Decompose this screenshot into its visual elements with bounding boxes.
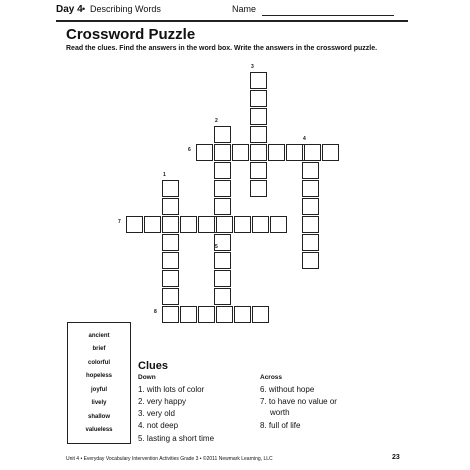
clue-number-8: 8 (154, 309, 157, 315)
crossword-cell[interactable] (250, 162, 267, 179)
crossword-cell[interactable] (162, 234, 179, 251)
crossword-cell[interactable] (302, 180, 319, 197)
instructions: Read the clues. Find the answers in the word box. Write the answers in the crossword puzzle. (66, 45, 378, 52)
across-clue-8: 8. full of life (260, 421, 301, 430)
word-box-item: colorful (88, 360, 110, 366)
word-box-item: ancient (88, 333, 110, 339)
crossword-cell[interactable] (214, 270, 231, 287)
page-title: Crossword Puzzle (66, 26, 196, 43)
word-box-item: hopeless (85, 373, 112, 379)
crossword-cell[interactable] (250, 108, 267, 125)
down-clue-2: 2. very happy (138, 397, 187, 406)
across-clue-6: 6. without hope (260, 385, 315, 394)
footer: Unit 4 • Everyday Vocabulary Intervention Activities Grade 3 • ©2011 Newmark Learning, LLC (66, 456, 273, 462)
crossword-cell[interactable] (214, 288, 231, 305)
crossword-cell[interactable] (302, 252, 319, 269)
crossword-cell[interactable] (214, 180, 231, 197)
crossword-cell[interactable] (214, 126, 231, 143)
crossword-cell[interactable] (162, 288, 179, 305)
crossword-cell[interactable] (286, 144, 303, 161)
crossword-cell[interactable] (198, 306, 215, 323)
crossword-cell[interactable] (270, 216, 287, 233)
crossword-cell[interactable] (144, 216, 161, 233)
crossword-cell[interactable] (234, 306, 251, 323)
clue-number-3: 3 (251, 64, 254, 70)
crossword-cell[interactable] (250, 72, 267, 89)
crossword-cell[interactable] (196, 144, 213, 161)
header-separator: • (82, 4, 86, 14)
crossword-cell[interactable] (302, 216, 319, 233)
header-day: Day 4 (56, 4, 83, 15)
name-label: Name (232, 4, 257, 14)
clue-number-5: 5 (215, 244, 218, 250)
crossword-cell[interactable] (214, 252, 231, 269)
page-number: 23 (392, 454, 400, 461)
crossword-cell[interactable] (214, 144, 231, 161)
crossword-cell[interactable] (126, 216, 143, 233)
crossword-cell[interactable] (162, 198, 179, 215)
crossword-cell[interactable] (250, 126, 267, 143)
across-clue-7-continued: worth (270, 408, 290, 417)
across-clue-7: 7. to have no value or (260, 397, 337, 406)
crossword-cell[interactable] (302, 198, 319, 215)
crossword-cell[interactable] (180, 306, 197, 323)
word-box-item: shallow (87, 414, 110, 420)
crossword-cell[interactable] (322, 144, 339, 161)
down-clue-1: 1. with lots of color (138, 385, 205, 394)
down-heading: Down (138, 374, 156, 381)
across-heading: Across (260, 374, 283, 381)
header-topic: Describing Words (90, 4, 161, 14)
crossword-cell[interactable] (234, 216, 251, 233)
crossword-cell[interactable] (252, 216, 269, 233)
crossword-cell[interactable] (216, 306, 233, 323)
word-box-item: brief (92, 346, 106, 352)
word-box (67, 322, 131, 444)
crossword-cell[interactable] (302, 162, 319, 179)
crossword-cell[interactable] (268, 144, 285, 161)
word-box-item: lively (91, 400, 107, 406)
down-clue-4: 4. not deep (138, 421, 179, 430)
clue-number-2: 2 (215, 118, 218, 124)
clue-number-6: 6 (188, 147, 191, 153)
crossword-cell[interactable] (232, 144, 249, 161)
crossword-cell[interactable] (250, 144, 267, 161)
crossword-cell[interactable] (214, 198, 231, 215)
clue-number-4: 4 (303, 136, 306, 142)
clue-number-1: 1 (163, 172, 166, 178)
crossword-cell[interactable] (180, 216, 197, 233)
word-box-item: valueless (85, 427, 113, 433)
crossword-cell[interactable] (214, 162, 231, 179)
crossword-cell[interactable] (250, 180, 267, 197)
crossword-cell[interactable] (216, 216, 233, 233)
crossword-cell[interactable] (162, 270, 179, 287)
crossword-cell[interactable] (198, 216, 215, 233)
down-clue-5: 5. lasting a short time (138, 434, 215, 443)
crossword-cell[interactable] (302, 234, 319, 251)
crossword-cell[interactable] (252, 306, 269, 323)
clues-title: Clues (138, 360, 168, 372)
crossword-cell[interactable] (304, 144, 321, 161)
crossword-cell[interactable] (162, 216, 179, 233)
crossword-cell[interactable] (162, 180, 179, 197)
clue-number-7: 7 (118, 219, 121, 225)
crossword-cell[interactable] (162, 252, 179, 269)
down-clue-3: 3. very old (138, 409, 175, 418)
crossword-cell[interactable] (162, 306, 179, 323)
word-box-item: joyful (91, 387, 107, 393)
crossword-cell[interactable] (250, 90, 267, 107)
